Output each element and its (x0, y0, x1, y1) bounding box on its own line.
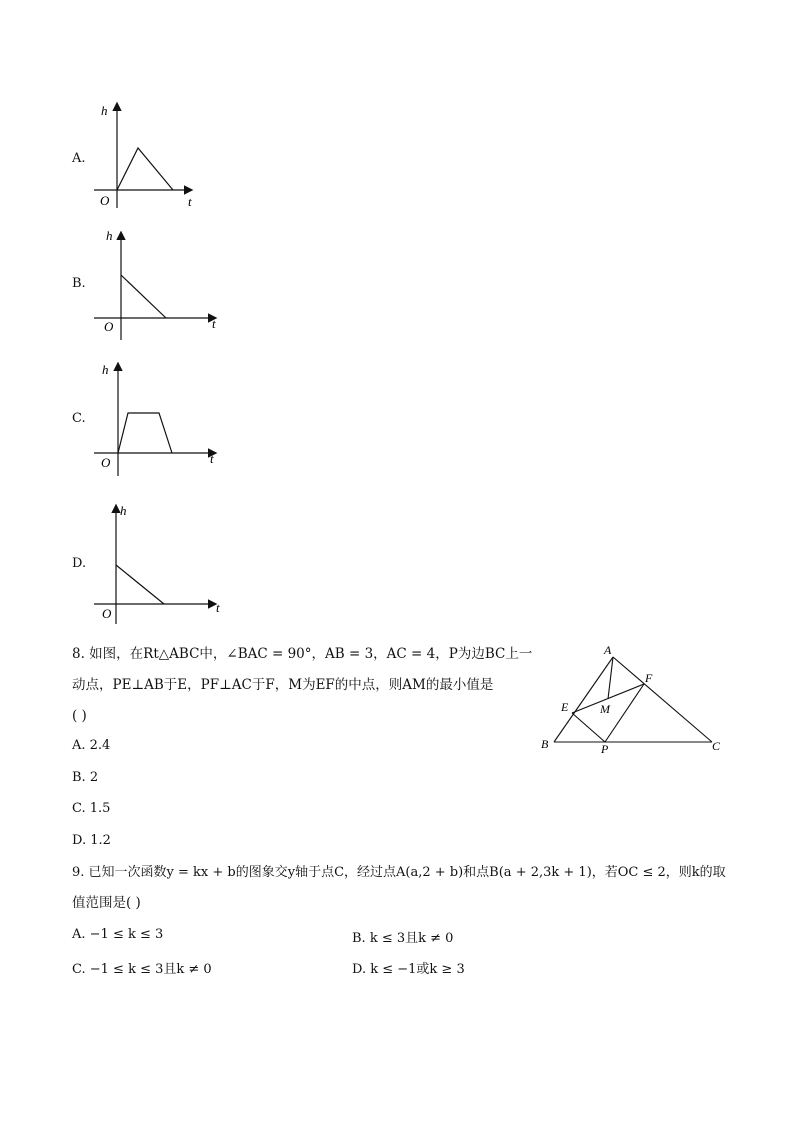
q8-option-b[interactable]: B. 2 (72, 770, 99, 785)
axis-label-t: t (210, 451, 214, 466)
option-a-graph (88, 98, 203, 210)
option-b-label: B. (72, 276, 86, 291)
axis-label-t: t (212, 316, 216, 331)
point-label-e: E (561, 700, 569, 714)
axis-label-t: t (216, 600, 220, 615)
q9-line-2: 值范围是( ) (72, 895, 141, 911)
option-a-label: A. (72, 151, 86, 166)
q8-line-1: 8. 如图，在Rt△ABC中，∠BAC = 90°，AB = 3，AC = 4，P为边BC上一 (72, 646, 533, 662)
point-label-a: A (604, 643, 612, 657)
origin-label: O (104, 319, 114, 334)
option-c-label: C. (72, 411, 86, 426)
origin-label: O (101, 455, 111, 470)
q8-triangle-figure (535, 640, 730, 760)
segment-ac (613, 657, 712, 742)
q8-option-c[interactable]: C. 1.5 (72, 801, 111, 816)
segment-pe (572, 713, 605, 742)
q9-option-c[interactable]: C. −1 ≤ k ≤ 3且k ≠ 0 (72, 962, 212, 977)
origin-label: O (102, 606, 112, 621)
axis-label-h: h (101, 103, 108, 118)
point-label-c: C (712, 739, 721, 753)
option-c-graph (88, 358, 223, 478)
graph-line (121, 275, 166, 318)
option-d-label: D. (72, 556, 87, 571)
q8-line-2: 动点，PE⊥AB于E，PF⊥AC于F，M为EF的中点，则AM的最小值是 (72, 677, 494, 693)
q9-line-1: 9. 已知一次函数y = kx + b的图象交y轴于点C，经过点A(a,2 + b)和点B(a + 2,3k + 1)，若OC ≤ 2，则k的取 (72, 865, 726, 880)
point-label-p: P (601, 742, 609, 756)
q8-line-3: ( ) (72, 708, 87, 724)
option-d-graph (88, 500, 228, 625)
point-label-f: F (645, 671, 653, 685)
axis-label-t: t (188, 194, 192, 209)
q9-option-d[interactable]: D. k ≤ −1或k ≥ 3 (352, 962, 465, 977)
q8-option-a[interactable]: A. 2.4 (72, 738, 111, 753)
q9-option-b[interactable]: B. k ≤ 3且k ≠ 0 (352, 931, 454, 946)
graph-line (117, 148, 173, 190)
axis-label-h: h (102, 362, 109, 377)
option-b-graph (88, 225, 223, 343)
q9-option-a[interactable]: A. −1 ≤ k ≤ 3 (72, 927, 164, 942)
axis-label-h: h (120, 503, 127, 518)
graph-line (118, 413, 172, 453)
point-label-m: M (600, 702, 610, 716)
axis-label-h: h (106, 228, 113, 243)
graph-line (116, 565, 164, 604)
q8-option-d[interactable]: D. 1.2 (72, 833, 111, 848)
origin-label: O (100, 193, 110, 208)
segment-pf (605, 684, 644, 742)
point-label-b: B (541, 737, 549, 751)
